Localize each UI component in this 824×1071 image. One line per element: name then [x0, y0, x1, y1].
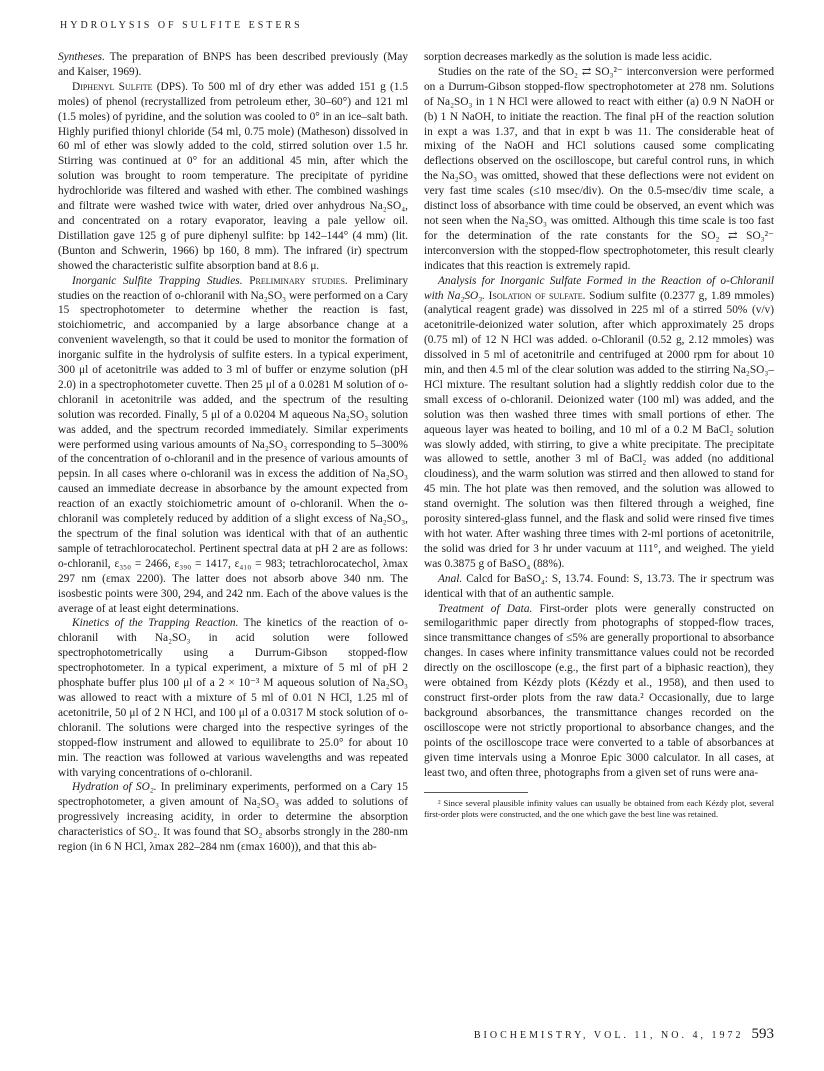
subsection-heading: Diphenyl Sulfite (DPS). [72, 80, 188, 93]
paragraph-text: In preliminary experiments, performed on a Cary 15 spectrophotometer, a given amount of Na₂SO₃ was added to solutions of progressively increasing acidity, in order to determine the absorption characteristics of SO₂. It was found that SO₂ absorbs strongly in the 280-nm region (in 6 N HCl, λmax 282–284 nm (εmax 1600)), and that this ab- [58, 781, 408, 854]
right-column [424, 50, 774, 820]
paragraph-diphenyl-sulfite [58, 80, 408, 274]
subsection-heading: Preliminary studies. [242, 274, 348, 287]
paragraph-elemental-analysis [424, 572, 774, 602]
section-heading: Anal. [438, 572, 463, 585]
paragraph-treatment-of-data [424, 602, 774, 781]
section-heading: Analysis for Inorganic Sulfate Formed in the Reaction of o-Chloranil with Na₂SO₃. [424, 274, 774, 302]
page-footer [424, 1026, 774, 1043]
paragraph-text: Sodium sulfite (0.2377 g, 1.89 mmoles) (analytical reagent grade) was dissolved in 225 ml of a stirred 50% (v/v) acetonitrile-deionized water solution, after which approximately 25 drops (0.75 ml) of 12 N HCl was added. o-Chloranil (0.52 g, 2.12 mmoles) was dissolved in 5 ml of acetonitrile and centrifuged at 2000 rpm for about 10 min, and then 4.5 ml of the clear solution was added to the stirring Na₂SO₃–HCl mixture. The resultant solution had a slightly reddish color due to the small excess of o-chloranil. Deionized water (100 ml) was added, and the solution was then washed three times with small portions of ether. The aqueous layer was heated to boiling, and 10 ml of a 0.2 M BaCl₂ solution was slowly added, with stirring, to give a white precipitate. The precipitate was allowed to settle, another 3 ml of BaCl₂ was added (no additional cloudiness), and the warm solution was stirred and then allowed to stand for 45 min. The hot plate was then removed, and the solution was allowed to stand overnight. The solution was then filtered through a weighed, fine porosity sintered-glass funnel, and the flask and solid were rinsed five times with hot water. After washing three times with 2-ml portions of acetonitrile, the solid was dried for 3 hr under vacuum at 111°, and weighed. The yield was 0.3875 g of BaSO₄ (88%). [424, 289, 775, 570]
paragraph-trapping-studies [58, 274, 408, 617]
paragraph-sulfate-analysis [424, 274, 774, 572]
paragraph-syntheses [58, 50, 408, 80]
paragraph-text: Calcd for BaSO₄: S, 13.74. Found: S, 13.73. The ir spectrum was identical with that of an authentic sample. [424, 572, 774, 600]
running-head: HYDROLYSIS OF SULFITE ESTERS [60, 20, 303, 31]
footnote-divider [424, 792, 528, 793]
journal-citation: BIOCHEMISTRY, VOL. 11, NO. 4, 1972 [473, 1030, 744, 1041]
paragraph-so2-interconversion: Studies on the rate of the SO₂ ⇄ SO₃²⁻ interconversion were performed on a Durrum-Gibson stopped-flow spectrophotometer at 278 nm. Solutions of Na₂SO₃ in 1 N HCl were allowed to react with either (a) 0.9 N NaOH or (b) 1 N NaOH, to initiate the reaction. The final pH of the reaction solution in expt a was 1.37, and that in expt b was 11. The considerable heat of mixing of the NaOH and HCl solutions caused some complicating deflections observed on the oscilloscope, but careful control runs, in which the Na₂SO₃ was omitted, showed that these deflections were not evident on very fast time scales (≤10 msec/div). On the 0.5-msec/div time scale, a distinct loss of absorbance with time could be observed, an event which was not seen when the Na₂SO₃ was omitted. Although this time scale is too fast for the determination of the rate constants for the SO₂ ⇄ SO₃²⁻ interconversion with the stopped-flow spectrophotometer, this result clearly indicates that this reaction is extremely rapid. [424, 65, 774, 272]
section-heading: Treatment of Data. [438, 602, 533, 615]
subsection-heading: Isolation of sulfate. [485, 289, 586, 302]
paragraph-text: To 500 ml of dry ether was added 151 g (1.5 moles) of phenol (recrystallized from petroleum ether, 30–60°) and 121 ml (1.5 moles) of pyridine, and the solution was cooled to 0° in an ice–salt bath. Highly purified thionyl chloride (54 ml, 0.75 mole) (Matheson) dissolved in 60 ml of ether was slowly added to the cold, stirred solution over 1.5 hr. Stirring was continued at 0° for an additional 45 min, after which the solution was brought to room temperature. The precipitate of pyridine hydrochloride was filtered and washed with ether. The combined washings and filtrate were washed twice with water, dried over anhydrous Na₂SO₄, and concentrated on a rotary evaporator, leaving a pale yellow oil. Distillation gave 125 g of pure diphenyl sulfite: bp 142–144° (4 mm) (lit. (Bunton and Schwerin, 1966) bp 160, 8 mm). The infrared (ir) spectrum showed the characteristic sulfite absorption band at 8.6 μ. [58, 80, 408, 272]
paragraph-text: The preparation of BNPS has been described previously (May and Kaiser, 1969). [58, 51, 408, 78]
section-heading: Inorganic Sulfite Trapping Studies. [72, 274, 243, 287]
paragraph-continuation: sorption decreases markedly as the solution is made less acidic. [424, 51, 712, 63]
paragraph-kinetics [58, 616, 408, 780]
section-heading: Syntheses. [58, 51, 105, 63]
left-column [58, 50, 408, 855]
footnote: ² Since several plausible infinity values can usually be obtained from each Kézdy plot, several first-order plots were constructed, and the one which gave the best line was retained. [424, 798, 774, 820]
section-heading: Kinetics of the Trapping Reaction. [72, 617, 239, 630]
paragraph-text: The kinetics of the reaction of o-chloranil with Na₂SO₃ in acid solution were followed spectrophotometrically using a Durrum-Gibson stopped-flow spectrophotometer. In a typical experiment, a mixture of 5 ml of pH 2 phosphate buffer plus 100 μl of a 2 × 10⁻³ M aqueous solution of Na₂SO₃ was allowed to react with a mixture of 5 ml of 0.01 N HCl, 1.25 ml of acetonitrile, 50 μl of 2 N HCl, and 100 μl of a 0.0317 M stock solution of o-chloranil. The solutions were charged into the respective syringes of the stopped-flow instrument and allowed to equilibrate to 25.0° for about 10 min. The reaction was followed at various wavelengths and was repeated with varying concentrations of o-chloranil. [58, 617, 408, 779]
paragraph-text: Preliminary studies on the reaction of o-chloranil with Na₂SO₃ were performed on a Cary 15 spectrophotometer to determine whether the reaction is fast, stoichiometric, and accompanied by a large absorbance change at a convenient wavelength, so that it could be used to monitor the formation of inorganic sulfite in the hydrolysis of sulfite esters. In a typical experiment, 300 μl of acetonitrile was added to 3 ml of buffer or enzyme solution (pH 2.0) in a spectrophotometer cuvette. Then 25 μl of a 0.0281 M solution of o-chloranil in acetonitrile was added, and the spectrum of the resulting solution was recorded. Finally, 5 μl of a 0.0204 M aqueous Na₂SO₃ solution was added, and the spectrum recorded immediately. Similar experiments were performed using various amounts of Na₂SO₃ corresponding to 5–300% of the concentration of o-chloranil and in the presence of various amounts of pepsin. In all cases where o-chloranil was in excess the addition of Na₂SO₃ caused an immediate decrease in absorbance by the amount expected from reaction of an exactly stoichiometric amount of o-chloranil. When the o-chloranil was completely reduced by addition of a slight excess of Na₂SO₃, the spectrum of the final solution was identical with that of an authentic sample of tetrachlorocatechol. Pertinent spectral data at pH 2 are as follows: o-chloranil, ε₃₅₀ = 2466, ε₃₉₀ = 1417, ε₄₁₀ = 983; tetrachlorocatechol, λmax 297 nm (εmax 2200). The latter does not absorb above 340 nm. The isosbestic points were 300, 294, and 242 nm. Each of the above values is the average of at least eight determinations. [58, 274, 409, 615]
paragraph-hydration [58, 780, 408, 855]
paragraph-text: First-order plots were generally constructed on semilogarithmic paper directly from photographs of stopped-flow traces, since transmittance changes of ≤5% are generally proportional to absorbance changes. In cases where infinity transmittance values could not be recorded directly on the oscilloscope (e.g., the first part of a biphasic reaction), they were obtained from Kézdy plots (Kézdy et al., 1958), and then used to construct first-order plots from the raw data.² Occasionally, due to large background absorbances, the transmittance changes recorded on the oscilloscope were not strictly proportional to absorbance changes, and the points of the oscilloscope trace were converted to a table of absorbances at given time intervals using a Monroe Epic 3000 calculator. In all cases, at least two, and often three, photographs from a given set of runs were ana- [424, 602, 774, 779]
page-number: 593 [751, 1026, 774, 1042]
section-heading: Hydration of SO₂. [72, 781, 157, 794]
